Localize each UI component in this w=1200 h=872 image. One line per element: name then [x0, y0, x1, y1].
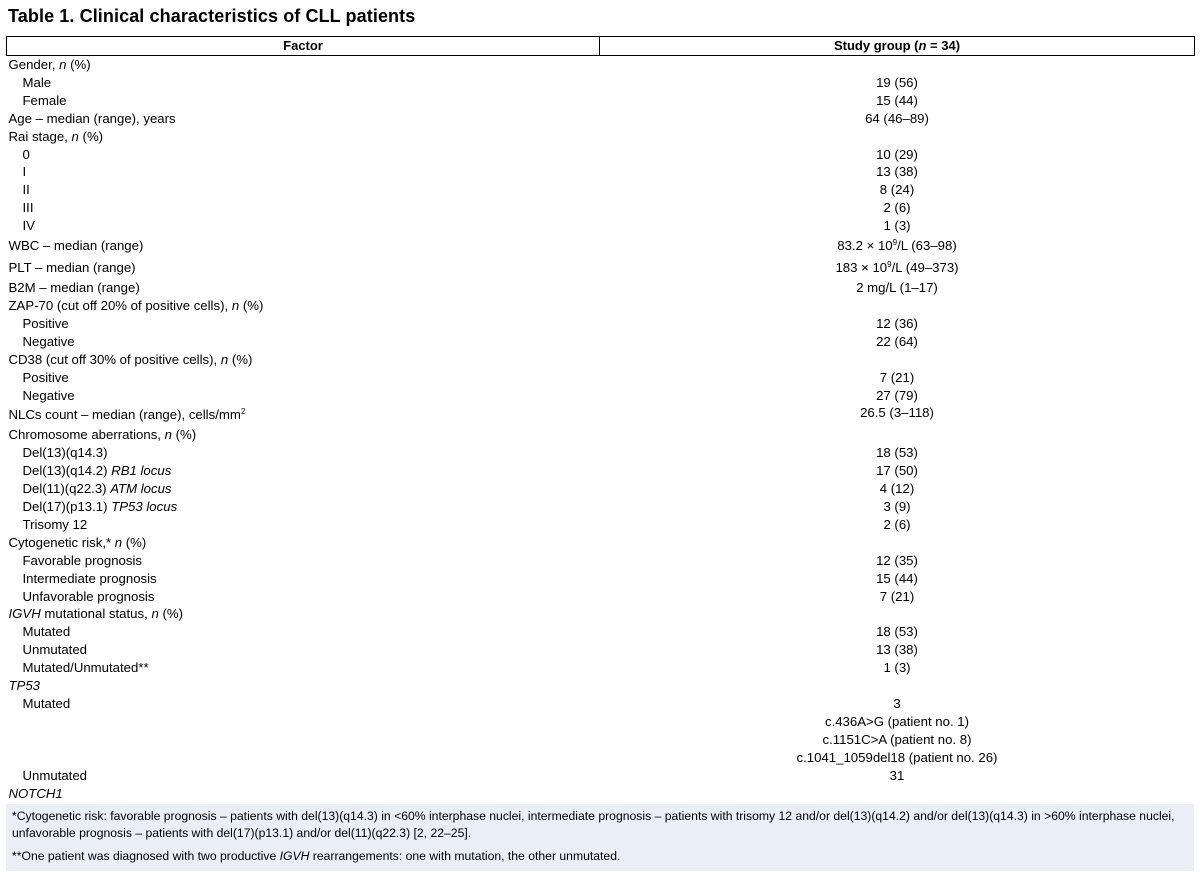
table-row	[7, 92, 1195, 110]
row-value: 15 (44)	[876, 92, 918, 108]
row-label: TP53	[8, 678, 41, 694]
row-value: c.1041_1059del18 (patient no. 26)	[796, 749, 998, 765]
row-label: Male	[22, 74, 52, 90]
row-label: WBC – median (range)	[8, 238, 144, 254]
table-row	[7, 315, 1195, 333]
row-value: 3 (9)	[883, 499, 911, 515]
table-row	[7, 588, 1195, 606]
table-row	[7, 480, 1195, 498]
table-row	[7, 110, 1195, 128]
row-label: III	[22, 200, 34, 216]
row-label: Positive	[22, 369, 69, 385]
row-value: 27 (79)	[876, 387, 918, 403]
row-label: Cytogenetic risk,* n (%)	[8, 534, 147, 550]
row-label: Mutated	[22, 696, 71, 711]
row-value: 26.5 (3–118)	[860, 405, 934, 421]
row-value: 12 (36)	[876, 315, 918, 331]
table-row	[7, 516, 1195, 534]
row-value: 13 (38)	[876, 642, 918, 658]
row-label: Female	[22, 92, 67, 108]
table-row	[7, 713, 1195, 731]
table-row	[7, 659, 1195, 677]
row-value: 13 (38)	[876, 164, 918, 180]
table-row	[7, 163, 1195, 181]
footnote-cytogenetic-risk: *Cytogenetic risk: favorable prognosis – patients with del(13)(q14.3) in <60% interphase nuclei, intermediate prognosis – patients with trisomy 12 and/or del(13)(q14.2) and/or del(13)(q14.3) in >60% interphase nuclei, unfavorable prognosis – patients with del(17)(p13.1) and/or del(11)(q22.3) [2, 22–25].	[12, 809, 1175, 840]
table-row	[7, 257, 1195, 279]
row-label: Unmutated	[22, 642, 88, 658]
row-value: 2 (6)	[883, 516, 911, 532]
row-label: PLT – median (range)	[8, 260, 136, 276]
row-label: Unfavorable prognosis	[22, 588, 155, 604]
row-value: $183 \times 10^9/L$ (49–373)	[835, 260, 959, 276]
row-label: CD38 (cut off 30% of positive cells), n (%)	[8, 351, 253, 367]
row-value: c.1151C>A (patient no. 8)	[822, 731, 972, 747]
table-row	[7, 404, 1195, 426]
table-row	[7, 444, 1195, 462]
table-row	[7, 297, 1195, 315]
row-label: Trisomy 12	[22, 516, 88, 532]
row-value: 12 (35)	[876, 552, 918, 568]
row-label: Del(11)(q22.3) ATM locus	[22, 481, 172, 497]
row-value: $83.2 \times 10^9/L$ (63–98)	[837, 238, 957, 254]
row-value: 31	[889, 767, 905, 783]
row-value: 3	[893, 696, 901, 711]
row-value: 64 (46–89)	[865, 110, 929, 126]
table-header-row	[7, 37, 1195, 56]
row-value: 17 (50)	[876, 463, 918, 479]
row-label: Negative	[22, 387, 75, 403]
row-label: I	[22, 164, 27, 180]
row-value: 1 (3)	[883, 218, 911, 234]
row-value: 7 (21)	[879, 588, 915, 604]
table-row	[7, 199, 1195, 217]
row-value: 7 (21)	[879, 369, 915, 385]
row-label: Mutated	[22, 624, 71, 640]
table-row	[7, 56, 1195, 74]
row-value: 1 (3)	[883, 660, 911, 676]
table-row	[7, 623, 1195, 641]
table-row	[7, 235, 1195, 257]
table-row	[7, 749, 1195, 767]
row-value: 8 (24)	[879, 182, 915, 198]
table-row	[7, 695, 1195, 713]
row-label: IV	[22, 218, 35, 234]
row-label: IGVH mutational status, n (%)	[8, 606, 183, 622]
table-row	[7, 181, 1195, 199]
row-label: Mutated/Unmutated**	[22, 660, 149, 676]
table-row	[7, 570, 1195, 588]
row-label: ZAP-70 (cut off 20% of positive cells), n (%)	[8, 297, 264, 313]
table-row	[7, 677, 1195, 695]
table-row	[7, 498, 1195, 516]
table-row	[7, 767, 1195, 785]
table-row	[7, 462, 1195, 480]
row-value: 22 (64)	[876, 333, 918, 349]
table-row	[7, 333, 1195, 351]
row-label: Negative	[22, 333, 75, 349]
table-footnotes	[6, 804, 1194, 871]
row-label: Favorable prognosis	[22, 552, 142, 568]
row-value: 18 (53)	[876, 624, 918, 640]
header-study-group: Study group (n = 34)	[600, 37, 1195, 56]
row-value: 18 (53)	[876, 445, 918, 461]
row-value: 19 (56)	[876, 74, 918, 90]
header-factor: Factor	[7, 37, 600, 56]
table-row	[7, 731, 1195, 749]
row-value: 4 (12)	[879, 481, 915, 497]
table-title: Table 1. Clinical characteristics of CLL patients	[8, 6, 416, 26]
row-label: Positive	[22, 315, 69, 331]
row-label: Unmutated	[22, 767, 88, 783]
row-value: 2 (6)	[883, 200, 911, 216]
row-label: 0	[22, 146, 30, 162]
clinical-characteristics-table	[6, 36, 1195, 802]
footnote-igvh: **One patient was diagnosed with two productive IGVH rearrangements: one with mutation, the other unmutated.	[12, 849, 621, 863]
table-row	[7, 387, 1195, 405]
row-label: B2M – median (range)	[8, 280, 140, 296]
table-row	[7, 279, 1195, 297]
row-label: Age – median (range), years	[8, 110, 176, 126]
table-row	[7, 534, 1195, 552]
row-label: II	[22, 182, 30, 198]
row-label: Chromosome aberrations, n (%)	[8, 427, 197, 443]
table-row	[7, 785, 1195, 803]
row-label: Del(13)(q14.3)	[22, 445, 108, 461]
table-row	[7, 128, 1195, 146]
row-label: NLCs count – median (range), cells/$mm^2$	[8, 407, 246, 423]
table-row	[7, 74, 1195, 92]
table-row	[7, 605, 1195, 623]
row-value: 10 (29)	[876, 146, 918, 162]
row-label: Del(13)(q14.2) RB1 locus	[22, 463, 172, 479]
table-row	[7, 641, 1195, 659]
row-label: Intermediate prognosis	[22, 570, 157, 586]
table-row	[7, 146, 1195, 164]
row-label: Gender, n (%)	[8, 57, 91, 72]
row-value: 2 mg/L (1–17)	[856, 280, 938, 296]
table-row	[7, 552, 1195, 570]
table-row	[7, 217, 1195, 235]
table-row	[7, 351, 1195, 369]
row-label: Del(17)(p13.1) TP53 locus	[22, 499, 178, 515]
row-value: c.436A>G (patient no. 1)	[824, 713, 970, 729]
row-label: NOTCH1	[8, 785, 63, 801]
table-row	[7, 369, 1195, 387]
table-row	[7, 426, 1195, 444]
row-label: Rai stage, n (%)	[8, 128, 104, 144]
row-value: 15 (44)	[876, 570, 918, 586]
